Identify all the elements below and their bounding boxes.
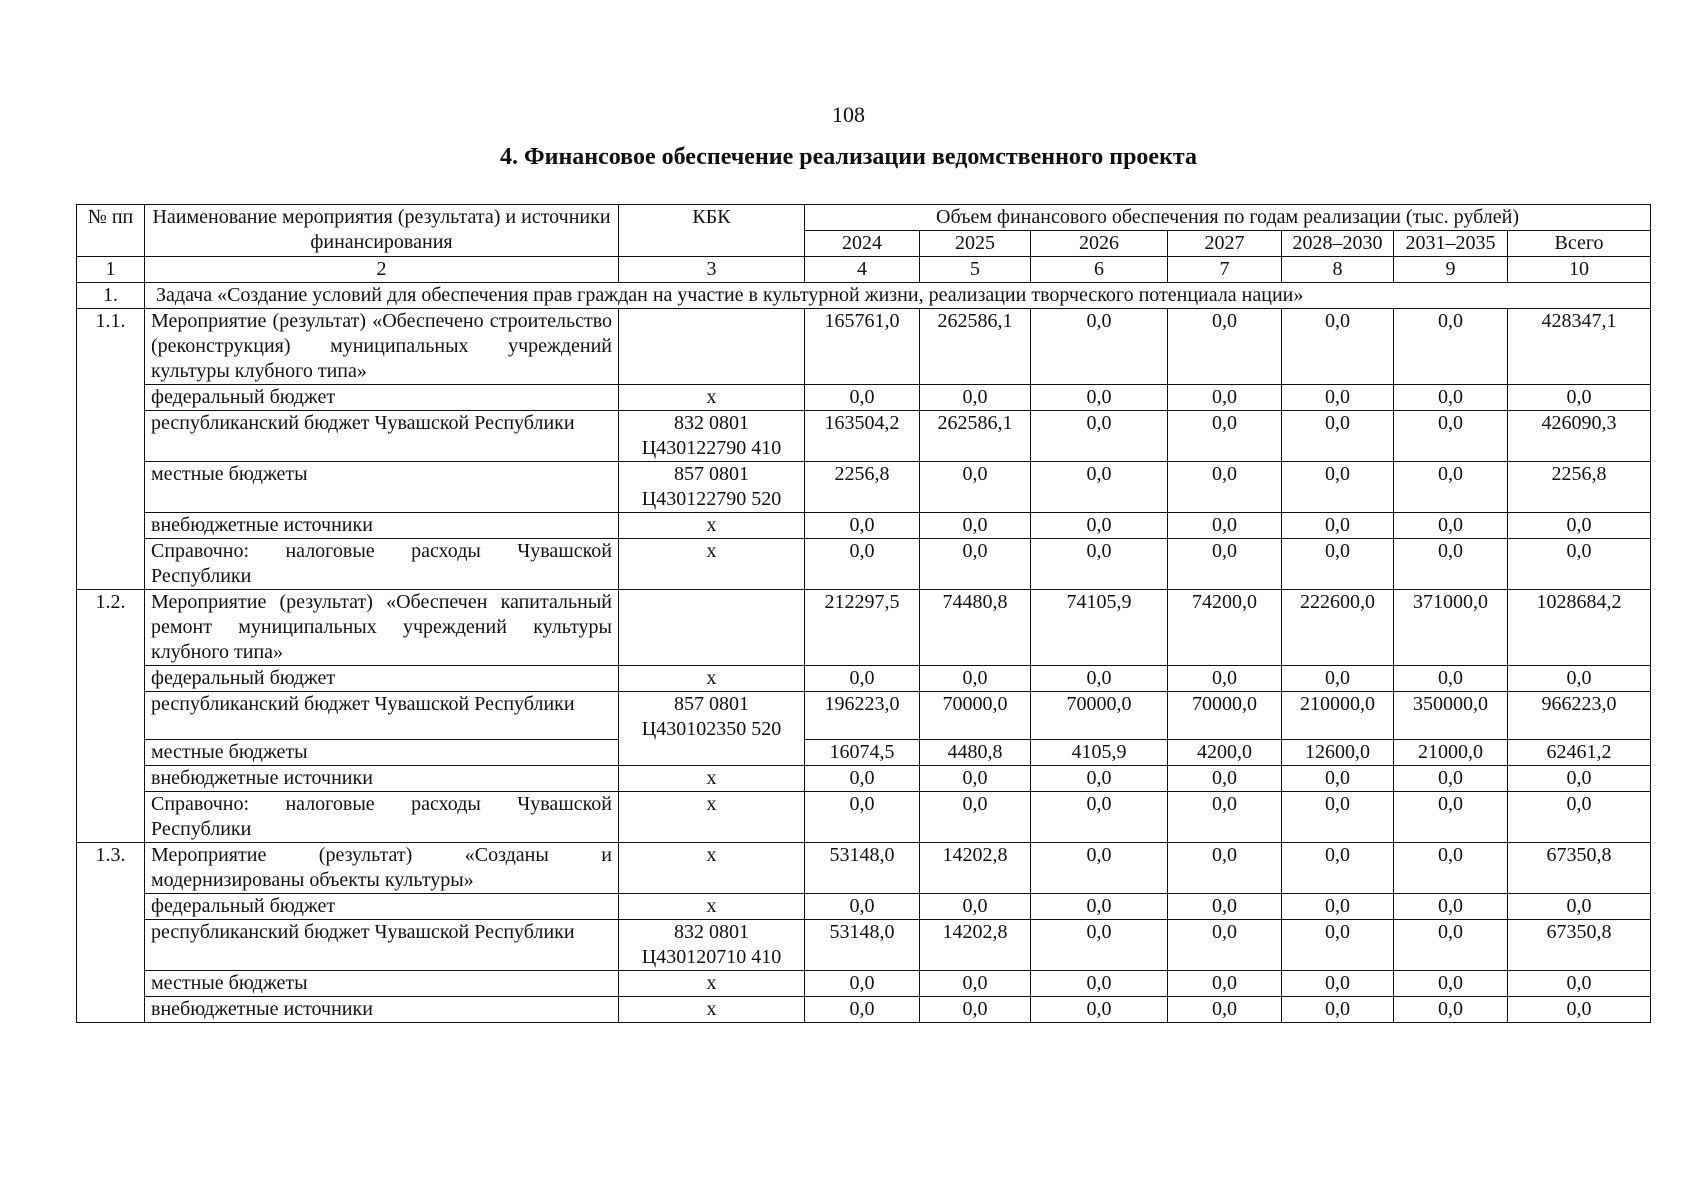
funding-source-name: внебюджетные источники <box>145 513 619 539</box>
funding-source-row <box>77 766 1651 792</box>
funding-source-row <box>77 997 1651 1023</box>
funding-source-kbk: x <box>619 792 805 843</box>
funding-year-value: 53148,0 <box>805 920 920 971</box>
funding-source-name: республиканский бюджет Чувашской Республики <box>145 411 619 462</box>
activity-row <box>77 843 1651 894</box>
activity-year-value: 53148,0 <box>805 843 920 894</box>
funding-source-kbk: 832 0801 Ц430120710 410 <box>619 920 805 971</box>
funding-year-value: 0,0 <box>1168 971 1282 997</box>
funding-year-value: 0,0 <box>1168 766 1282 792</box>
activity-row <box>77 309 1651 385</box>
funding-year-value: 0,0 <box>805 971 920 997</box>
activity-year-value: 0,0 <box>1394 309 1508 385</box>
funding-year-value: 0,0 <box>1168 997 1282 1023</box>
funding-year-value: 0,0 <box>805 792 920 843</box>
funding-year-value: 0,0 <box>1394 766 1508 792</box>
funding-year-value: 0,0 <box>1031 971 1168 997</box>
funding-year-value: 350000,0 <box>1394 692 1508 740</box>
task-row <box>77 283 1651 309</box>
funding-source-kbk: x <box>619 513 805 539</box>
task-text: Задача «Создание условий для обеспечения прав граждан на участие в культурной жизни, реализации творческого потенциала нации» <box>145 283 1651 309</box>
funding-year-value: 196223,0 <box>805 692 920 740</box>
activity-year-value: 0,0 <box>1168 309 1282 385</box>
header-volume: Объем финансового обеспечения по годам реализации (тыс. рублей) <box>805 205 1651 231</box>
funding-year-value: 70000,0 <box>920 692 1031 740</box>
funding-year-value: 12600,0 <box>1282 740 1394 766</box>
funding-year-value: 0,0 <box>1282 462 1394 513</box>
funding-year-value: 0,0 <box>1031 411 1168 462</box>
funding-year-value: 0,0 <box>1031 539 1168 590</box>
funding-year-value: 0,0 <box>1031 792 1168 843</box>
funding-year-value: 163504,2 <box>805 411 920 462</box>
funding-source-name: местные бюджеты <box>145 971 619 997</box>
header-year: 2025 <box>920 231 1031 257</box>
funding-source-name: местные бюджеты <box>145 462 619 513</box>
funding-source-name: федеральный бюджет <box>145 894 619 920</box>
funding-year-value: 4105,9 <box>1031 740 1168 766</box>
funding-year-value: 0,0 <box>1394 920 1508 971</box>
funding-year-value: 4200,0 <box>1168 740 1282 766</box>
funding-source-row <box>77 462 1651 513</box>
funding-total-value: 0,0 <box>1508 971 1651 997</box>
header-row <box>77 205 1651 231</box>
funding-year-value: 0,0 <box>1031 997 1168 1023</box>
activity-name: Мероприятие (результат) «Обеспечен капитальный ремонт муниципальных учреждений культуры клубного типа» <box>145 590 619 666</box>
header-year: 2028–2030 <box>1282 231 1394 257</box>
activity-year-value: 212297,5 <box>805 590 920 666</box>
funding-year-value: 0,0 <box>1282 411 1394 462</box>
funding-year-value: 2256,8 <box>805 462 920 513</box>
funding-year-value: 0,0 <box>805 997 920 1023</box>
funding-source-name: Справочно: налоговые расходы Чувашской Республики <box>145 539 619 590</box>
activity-kbk: x <box>619 843 805 894</box>
financing-table <box>76 204 1651 1023</box>
funding-year-value: 210000,0 <box>1282 692 1394 740</box>
funding-source-kbk: x <box>619 539 805 590</box>
activity-total-value: 67350,8 <box>1508 843 1651 894</box>
funding-year-value: 0,0 <box>1031 666 1168 692</box>
activity-num: 1.1. <box>77 309 145 590</box>
funding-total-value: 426090,3 <box>1508 411 1651 462</box>
funding-year-value: 0,0 <box>1394 894 1508 920</box>
funding-year-value: 14202,8 <box>920 920 1031 971</box>
funding-year-value: 0,0 <box>920 539 1031 590</box>
funding-source-kbk: 832 0801 Ц430122790 410 <box>619 411 805 462</box>
funding-total-value: 0,0 <box>1508 766 1651 792</box>
activity-kbk <box>619 590 805 666</box>
column-number: 8 <box>1282 257 1394 283</box>
funding-year-value: 0,0 <box>1394 411 1508 462</box>
funding-source-row <box>77 539 1651 590</box>
funding-year-value: 0,0 <box>1394 462 1508 513</box>
activity-name: Мероприятие (результат) «Созданы и модернизированы объекты культуры» <box>145 843 619 894</box>
funding-year-value: 0,0 <box>1282 792 1394 843</box>
header-year: 2027 <box>1168 231 1282 257</box>
funding-source-kbk: x <box>619 894 805 920</box>
activity-year-value: 74480,8 <box>920 590 1031 666</box>
funding-source-name: Справочно: налоговые расходы Чувашской Республики <box>145 792 619 843</box>
funding-total-value: 67350,8 <box>1508 920 1651 971</box>
funding-year-value: 0,0 <box>805 894 920 920</box>
funding-source-name: республиканский бюджет Чувашской Республики <box>145 920 619 971</box>
funding-year-value: 0,0 <box>1031 766 1168 792</box>
column-number: 1 <box>77 257 145 283</box>
funding-year-value: 0,0 <box>1168 894 1282 920</box>
funding-year-value: 0,0 <box>1168 411 1282 462</box>
column-numbers-row <box>77 257 1651 283</box>
funding-year-value: 70000,0 <box>1031 692 1168 740</box>
funding-year-value: 0,0 <box>1282 513 1394 539</box>
funding-year-value: 0,0 <box>1394 666 1508 692</box>
funding-year-value: 0,0 <box>1282 997 1394 1023</box>
funding-source-row <box>77 894 1651 920</box>
funding-year-value: 0,0 <box>1168 666 1282 692</box>
activity-kbk <box>619 309 805 385</box>
funding-source-row <box>77 740 1651 766</box>
header-num: № пп <box>77 205 145 257</box>
column-number: 3 <box>619 257 805 283</box>
funding-year-value: 0,0 <box>1031 513 1168 539</box>
column-number: 10 <box>1508 257 1651 283</box>
funding-year-value: 0,0 <box>805 385 920 411</box>
activity-year-value: 222600,0 <box>1282 590 1394 666</box>
funding-total-value: 0,0 <box>1508 792 1651 843</box>
funding-year-value: 0,0 <box>805 513 920 539</box>
funding-source-kbk: x <box>619 766 805 792</box>
funding-year-value: 0,0 <box>805 666 920 692</box>
funding-year-value: 0,0 <box>920 462 1031 513</box>
column-number: 7 <box>1168 257 1282 283</box>
funding-year-value: 0,0 <box>1282 539 1394 590</box>
funding-source-name: федеральный бюджет <box>145 666 619 692</box>
funding-year-value: 70000,0 <box>1168 692 1282 740</box>
activity-year-value: 0,0 <box>1282 309 1394 385</box>
funding-year-value: 0,0 <box>920 997 1031 1023</box>
funding-year-value: 0,0 <box>920 971 1031 997</box>
funding-year-value: 0,0 <box>1282 385 1394 411</box>
funding-source-name: местные бюджеты <box>145 740 619 766</box>
header-year: 2031–2035 <box>1394 231 1508 257</box>
funding-year-value: 0,0 <box>1168 513 1282 539</box>
activity-year-value: 74105,9 <box>1031 590 1168 666</box>
funding-total-value: 62461,2 <box>1508 740 1651 766</box>
funding-year-value: 0,0 <box>920 385 1031 411</box>
funding-source-row <box>77 792 1651 843</box>
page-number: 108 <box>832 102 865 127</box>
funding-source-kbk: x <box>619 997 805 1023</box>
funding-source-kbk: x <box>619 385 805 411</box>
activity-total-value: 1028684,2 <box>1508 590 1651 666</box>
funding-source-kbk: 857 0801 Ц430122790 520 <box>619 462 805 513</box>
funding-source-name: федеральный бюджет <box>145 385 619 411</box>
column-number: 5 <box>920 257 1031 283</box>
header-year-total: Всего <box>1508 231 1651 257</box>
funding-year-value: 262586,1 <box>920 411 1031 462</box>
funding-source-row <box>77 513 1651 539</box>
funding-source-row <box>77 666 1651 692</box>
activity-num: 1.3. <box>77 843 145 1023</box>
funding-year-value: 0,0 <box>1168 539 1282 590</box>
funding-year-value: 0,0 <box>920 766 1031 792</box>
column-number: 4 <box>805 257 920 283</box>
funding-year-value: 0,0 <box>1282 971 1394 997</box>
header-year: 2024 <box>805 231 920 257</box>
funding-year-value: 0,0 <box>1031 920 1168 971</box>
activity-year-value: 0,0 <box>1394 843 1508 894</box>
funding-year-value: 0,0 <box>1282 666 1394 692</box>
funding-year-value: 0,0 <box>1394 513 1508 539</box>
funding-year-value: 0,0 <box>1031 894 1168 920</box>
activity-total-value: 428347,1 <box>1508 309 1651 385</box>
funding-year-value: 0,0 <box>1282 894 1394 920</box>
column-number: 6 <box>1031 257 1168 283</box>
funding-source-row <box>77 411 1651 462</box>
funding-year-value: 0,0 <box>920 792 1031 843</box>
header-name: Наименование мероприятия (результата) и источники финансирования <box>145 205 619 257</box>
funding-year-value: 0,0 <box>1168 792 1282 843</box>
funding-total-value: 0,0 <box>1508 997 1651 1023</box>
funding-source-kbk: x <box>619 971 805 997</box>
funding-total-value: 0,0 <box>1508 539 1651 590</box>
task-num: 1. <box>77 283 145 309</box>
funding-year-value: 0,0 <box>1282 766 1394 792</box>
funding-total-value: 0,0 <box>1508 385 1651 411</box>
funding-year-value: 21000,0 <box>1394 740 1508 766</box>
funding-source-row <box>77 692 1651 740</box>
funding-total-value: 0,0 <box>1508 894 1651 920</box>
funding-source-name: внебюджетные источники <box>145 997 619 1023</box>
funding-year-value: 0,0 <box>1031 385 1168 411</box>
funding-source-name: республиканский бюджет Чувашской Республики <box>145 692 619 740</box>
funding-year-value: 0,0 <box>1394 385 1508 411</box>
activity-year-value: 165761,0 <box>805 309 920 385</box>
funding-year-value: 0,0 <box>920 894 1031 920</box>
activity-year-value: 0,0 <box>1282 843 1394 894</box>
funding-total-value: 966223,0 <box>1508 692 1651 740</box>
activity-year-value: 74200,0 <box>1168 590 1282 666</box>
funding-year-value: 0,0 <box>1394 792 1508 843</box>
funding-total-value: 0,0 <box>1508 513 1651 539</box>
funding-year-value: 0,0 <box>1394 997 1508 1023</box>
funding-year-value: 0,0 <box>1282 920 1394 971</box>
funding-source-kbk: 857 0801 Ц430102350 520 <box>619 692 805 766</box>
activity-year-value: 0,0 <box>1168 843 1282 894</box>
funding-source-kbk: x <box>619 666 805 692</box>
header-year: 2026 <box>1031 231 1168 257</box>
funding-year-value: 0,0 <box>805 766 920 792</box>
funding-year-value: 0,0 <box>1031 462 1168 513</box>
activity-name: Мероприятие (результат) «Обеспечено строительство (реконструкция) муниципальных учреждений культуры клубного типа» <box>145 309 619 385</box>
activity-year-value: 0,0 <box>1031 843 1168 894</box>
funding-year-value: 4480,8 <box>920 740 1031 766</box>
funding-total-value: 0,0 <box>1508 666 1651 692</box>
activity-year-value: 0,0 <box>1031 309 1168 385</box>
funding-year-value: 0,0 <box>1168 920 1282 971</box>
funding-year-value: 0,0 <box>1394 539 1508 590</box>
page-title: 4. Финансовое обеспечение реализации ведомственного проекта <box>500 144 1197 170</box>
column-number: 9 <box>1394 257 1508 283</box>
funding-year-value: 0,0 <box>920 513 1031 539</box>
funding-year-value: 0,0 <box>1394 971 1508 997</box>
activity-year-value: 371000,0 <box>1394 590 1508 666</box>
funding-year-value: 0,0 <box>1168 385 1282 411</box>
header-kbk: КБК <box>619 205 805 257</box>
activity-year-value: 262586,1 <box>920 309 1031 385</box>
activity-year-value: 14202,8 <box>920 843 1031 894</box>
activity-row <box>77 590 1651 666</box>
funding-total-value: 2256,8 <box>1508 462 1651 513</box>
funding-source-row <box>77 971 1651 997</box>
funding-year-value: 0,0 <box>805 539 920 590</box>
column-number: 2 <box>145 257 619 283</box>
funding-source-row <box>77 920 1651 971</box>
funding-year-value: 0,0 <box>920 666 1031 692</box>
funding-source-row <box>77 385 1651 411</box>
activity-num: 1.2. <box>77 590 145 843</box>
funding-source-name: внебюджетные источники <box>145 766 619 792</box>
funding-year-value: 16074,5 <box>805 740 920 766</box>
funding-year-value: 0,0 <box>1168 462 1282 513</box>
